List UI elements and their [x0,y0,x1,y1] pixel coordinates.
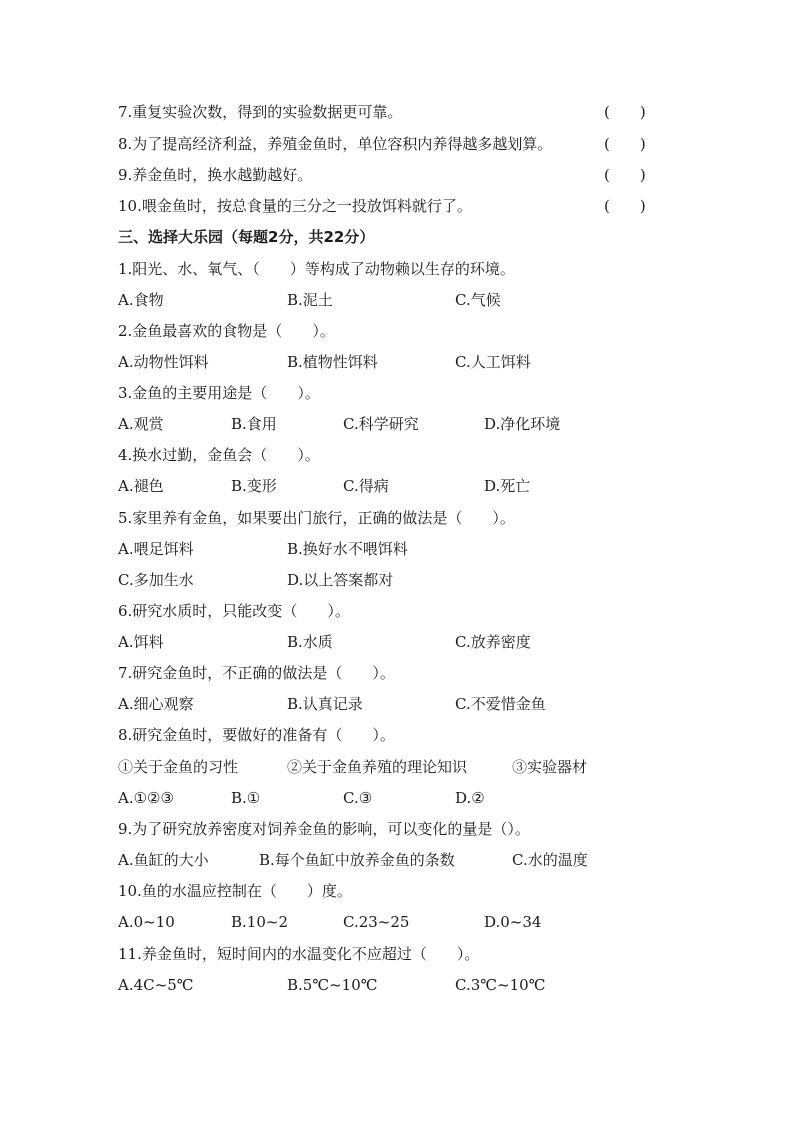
question-1: 1.阳光、水、氧气、（ ）等构成了动物赖以生存的环境。 [118,260,515,278]
question-6: 6.研究水质时，只能改变（ ）。 [118,602,350,620]
list-item: ③实验器材 [512,758,588,776]
option-c[interactable]: C.③ [343,789,373,807]
list-item: ②关于金鱼养殖的理论知识 [287,758,468,776]
option-c[interactable]: C.气候 [455,291,501,309]
answer-paren[interactable]: ( ) [604,166,646,184]
option-c[interactable]: C.水的温度 [512,851,588,869]
judge-item-7 [118,98,644,126]
option-b[interactable]: B.植物性饵料 [287,353,378,371]
judge-text: 8.为了提高经济利益，养殖金鱼时，单位容积内养得越多越划算。 [118,135,553,153]
option-b[interactable]: B.变形 [231,477,277,495]
option-a[interactable]: A.鱼缸的大小 [118,851,209,869]
option-b[interactable]: B.泥土 [287,291,333,309]
question-9: 9.为了研究放养密度对饲养金鱼的影响，可以变化的量是（）。 [118,820,530,838]
question-7: 7.研究金鱼时，不正确的做法是（ ）。 [118,664,395,682]
option-d[interactable]: D.死亡 [484,477,531,495]
answer-paren[interactable]: ( ) [604,197,646,215]
answer-paren[interactable]: ( ) [604,103,646,121]
section-title: 三、选择大乐园（每题2分，共22分） [118,228,375,246]
option-a[interactable]: A.4C~5℃ [118,976,194,994]
judge-item-10 [118,192,644,220]
option-a[interactable]: A.动物性饵料 [118,353,209,371]
option-a[interactable]: A.观赏 [118,415,164,433]
question-11: 11.养金鱼时，短时间内的水温变化不应超过（ ）。 [118,945,480,963]
judge-text: 9.养金鱼时，换水越勤越好。 [118,166,313,184]
option-c[interactable]: C.科学研究 [343,415,419,433]
option-c[interactable]: C.多加生水 [118,571,194,589]
option-b[interactable]: B.认真记录 [287,695,363,713]
option-b[interactable]: B.食用 [231,415,277,433]
option-c[interactable]: C.3℃~10℃ [455,976,546,994]
option-a[interactable]: A.①②③ [118,789,174,807]
option-d[interactable]: D.0~34 [484,913,542,931]
option-b[interactable]: B.10~2 [231,913,288,931]
judge-text: 10.喂金鱼时，按总食量的三分之一投放饵料就行了。 [118,197,472,215]
question-4: 4.换水过勤，金鱼会（ ）。 [118,446,320,464]
option-d[interactable]: D.净化环境 [484,415,561,433]
option-b[interactable]: B.换好水不喂饵料 [287,540,408,558]
judge-item-9 [118,161,644,189]
option-d[interactable]: D.以上答案都对 [287,571,394,589]
option-c[interactable]: C.得病 [343,477,389,495]
option-d[interactable]: D.② [455,789,485,807]
judge-text: 7.重复实验次数，得到的实验数据更可靠。 [118,103,403,121]
option-a[interactable]: A.喂足饵料 [118,540,194,558]
option-a[interactable]: A.食物 [118,291,164,309]
option-c[interactable]: C.不爱惜金鱼 [455,695,546,713]
option-a[interactable]: A.饵料 [118,633,164,651]
question-3: 3.金鱼的主要用途是（ ）。 [118,384,320,402]
option-b[interactable]: B.每个鱼缸中放养金鱼的条数 [259,851,455,869]
option-b[interactable]: B.5℃~10℃ [287,976,378,994]
option-c[interactable]: C.23~25 [343,913,410,931]
question-2: 2.金鱼最喜欢的食物是（ ）。 [118,322,335,340]
option-c[interactable]: C.人工饵料 [455,353,531,371]
list-item: ①关于金鱼的习性 [118,758,239,776]
question-5: 5.家里养有金鱼，如果要出门旅行，正确的做法是（ ）。 [118,509,515,527]
option-a[interactable]: A.细心观察 [118,695,194,713]
option-a[interactable]: A.0~10 [118,913,175,931]
answer-paren[interactable]: ( ) [604,135,646,153]
option-b[interactable]: B.① [231,789,261,807]
option-b[interactable]: B.水质 [287,633,333,651]
option-c[interactable]: C.放养密度 [455,633,531,651]
judge-item-8 [118,130,644,158]
question-8: 8.研究金鱼时，要做好的准备有（ ）。 [118,726,395,744]
question-10: 10.鱼的水温应控制在（ ）度。 [118,882,352,900]
option-a[interactable]: A.褪色 [118,477,164,495]
